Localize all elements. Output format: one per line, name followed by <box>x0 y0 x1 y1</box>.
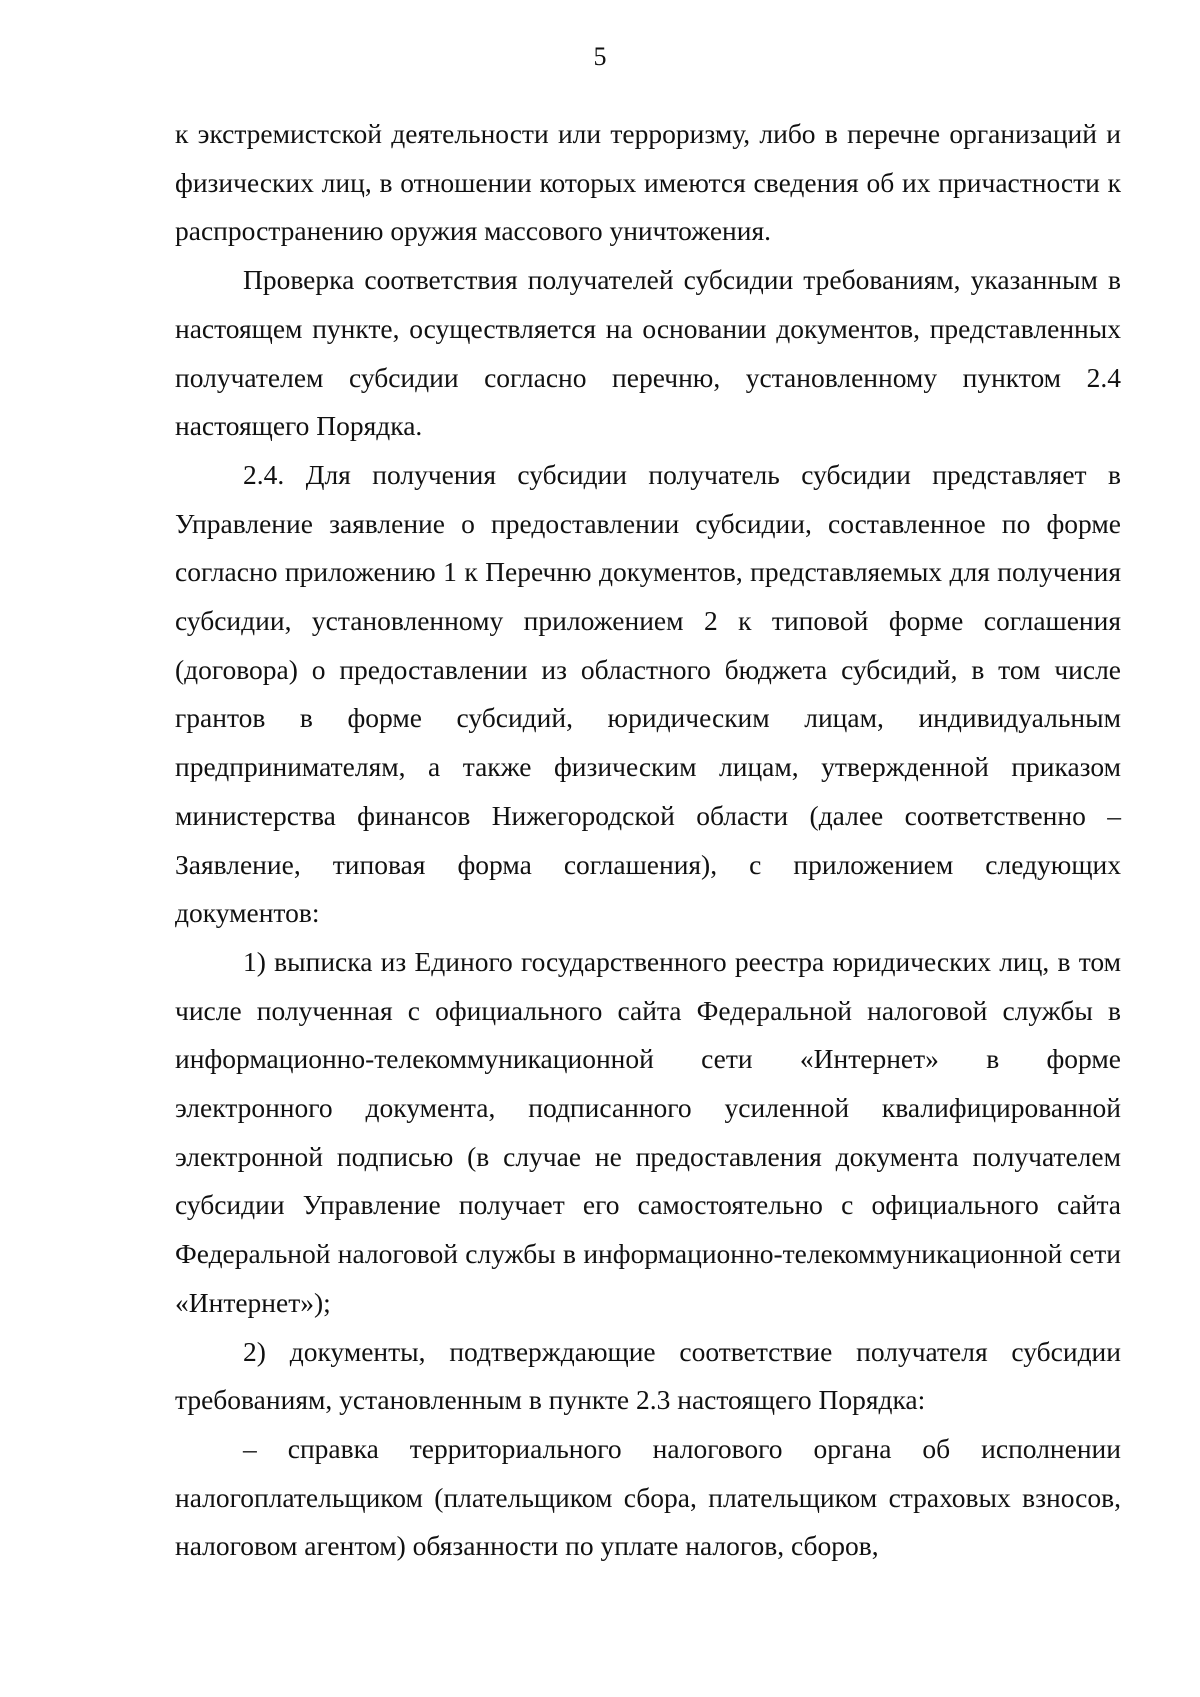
dash-item-tax-certificate: – справка территориального налогового органа об исполнении налогоплательщиком (плательщиком сбора, плательщиком страховых взносов, налоговом агентом) обязанности по уплате налогов, сборов, <box>175 1432 1121 1562</box>
paragraph-verification: Проверка соответствия получателей субсидии требованиям, указанным в настоящем пункте, осуществляется на основании документов, представленных получателем субсидии согласно перечню, установленному пунктом 2.4 настоящего Порядка. <box>175 264 1121 442</box>
paragraph-continuation: к экстремистской деятельности или терроризму, либо в перечне организаций и физических лиц, в отношении которых имеются сведения об их причастности к распространению оружия массового уничтожения. <box>175 118 1121 247</box>
list-item-1: 1) выписка из Единого государственного реестра юридических лиц, в том числе полученная с официального сайта Федеральной налоговой службы в информационно-телекоммуникационной сети «Интернет» в форме электронного документа, подписанного усиленной квалифицированной электронной подписью (в случае не предоставления документа получателем субсидии Управление получает его самостоятельно с официального сайта Федеральной налоговой службы в информационно-телекоммуникационной сети «Интернет»); <box>175 945 1121 1318</box>
list-item-2: 2) документы, подтверждающие соответствие получателя субсидии требованиям, установленным в пункте 2.3 настоящего Порядка: <box>175 1335 1121 1416</box>
document-body <box>175 110 1121 1571</box>
paragraph-2-4: 2.4. Для получения субсидии получатель субсидии представляет в Управление заявление о предоставлении субсидии, составленное по форме согласно приложению 1 к Перечню документов, представляемых для получения субсидии, установленному приложением 2 к типовой форме соглашения (договора) о предоставлении из областного бюджета субсидий, в том числе грантов в форме субсидий, юридическим лицам, индивидуальным предпринимателям, а также физическим лицам, утвержденной приказом министерства финансов Нижегородской области (далее соответственно – Заявление, типовая форма соглашения), с приложением следующих документов: <box>175 458 1121 929</box>
page-number: 5 <box>593 42 607 71</box>
